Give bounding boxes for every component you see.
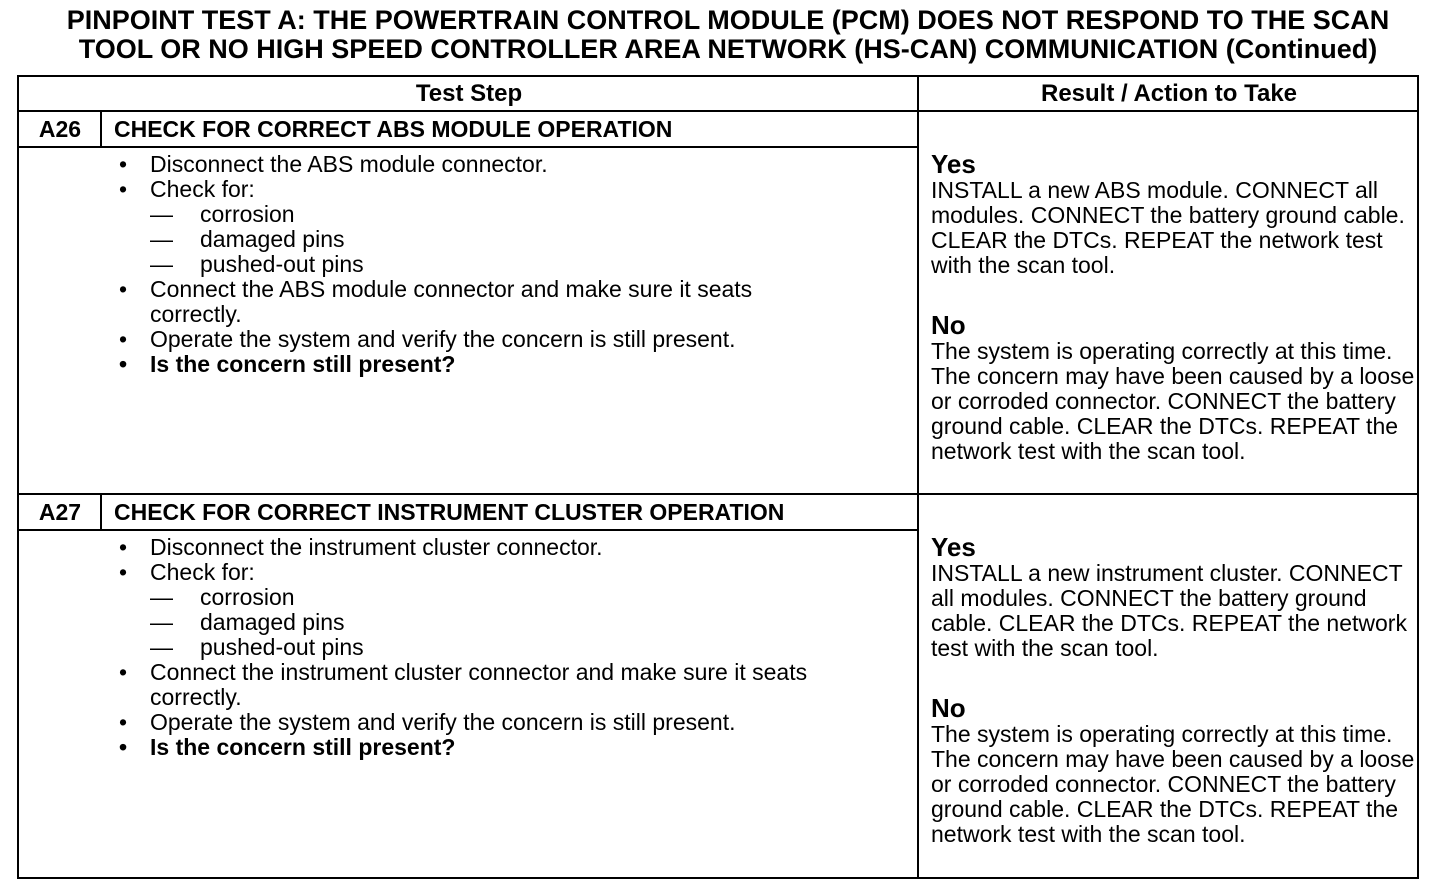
bullet-icon: •	[118, 176, 128, 202]
list-item: • Disconnect the instrument cluster connector.	[113, 535, 913, 560]
step-title: CHECK FOR CORRECT ABS MODULE OPERATION	[114, 116, 673, 142]
column-divider	[917, 77, 919, 877]
bullet-icon: •	[118, 534, 128, 560]
step-instructions	[113, 535, 913, 760]
step-title-divider	[19, 146, 918, 148]
bullet-icon: •	[118, 709, 128, 735]
step-instructions	[113, 152, 913, 377]
title-line-1: PINPOINT TEST A: THE POWERTRAIN CONTROL MODULE (PCM) DOES NOT RESPOND TO THE SCAN	[66, 5, 1390, 35]
yes-action: INSTALL a new instrument cluster. CONNECT all modules. CONNECT the battery ground cable. CLEAR the DTCs. REPEAT the network test with the scan tool.	[931, 560, 1407, 661]
page-title	[0, 6, 1456, 64]
no-label: No	[931, 310, 966, 340]
sub-list-item: — pushed-out pins	[150, 251, 364, 277]
dash-icon: —	[150, 584, 173, 610]
list-item: • Operate the system and verify the concern is still present.	[113, 327, 913, 352]
dash-icon: —	[150, 634, 173, 660]
sub-list-item: — corrosion	[150, 584, 295, 610]
dash-icon: —	[150, 251, 173, 277]
bullet-icon: •	[118, 326, 128, 352]
list-item: • Connect the ABS module connector and make sure it seats	[113, 277, 913, 302]
bullet-icon: •	[118, 351, 128, 377]
question-item: • Is the concern still present?	[113, 352, 913, 377]
pinpoint-test-table	[17, 75, 1419, 879]
yes-label: Yes	[931, 532, 976, 562]
yes-action: INSTALL a new ABS module. CONNECT all modules. CONNECT the battery ground cable. CLEAR the DTCs. REPEAT the network test with the scan tool.	[931, 177, 1405, 278]
dash-icon: —	[150, 609, 173, 635]
list-item-continuation: correctly.	[150, 301, 242, 327]
list-item: • Check for:	[113, 560, 913, 585]
list-item: • Disconnect the ABS module connector.	[113, 152, 913, 177]
no-action: The system is operating correctly at this time. The concern may have been caused by a loose or corroded connector. CONNECT the battery ground cable. CLEAR the DTCs. REPEAT the network test with the scan tool.	[931, 338, 1415, 464]
title-line-2: TOOL OR NO HIGH SPEED CONTROLLER AREA NETWORK (HS-CAN) COMMUNICATION (Continued)	[78, 34, 1378, 64]
list-item: • Connect the instrument cluster connector and make sure it seats	[113, 660, 913, 685]
result-yes	[931, 150, 1417, 278]
bullet-icon: •	[118, 659, 128, 685]
result-yes	[931, 533, 1417, 661]
sub-list-item: — damaged pins	[150, 226, 345, 252]
step-id: A27	[38, 499, 82, 525]
result-no	[931, 694, 1417, 847]
sub-list-item: — pushed-out pins	[150, 634, 364, 660]
list-item: • Operate the system and verify the concern is still present.	[113, 710, 913, 735]
dash-icon: —	[150, 201, 173, 227]
no-label: No	[931, 693, 966, 723]
dash-icon: —	[150, 226, 173, 252]
bullet-icon: •	[118, 151, 128, 177]
bullet-icon: •	[118, 559, 128, 585]
list-item-continuation: correctly.	[150, 684, 242, 710]
header-result-action: Result / Action to Take	[1040, 80, 1298, 107]
sub-list-item: — corrosion	[150, 201, 295, 227]
question-item: • Is the concern still present?	[113, 735, 913, 760]
bullet-icon: •	[118, 276, 128, 302]
list-item: • Check for:	[113, 177, 913, 202]
step-title: CHECK FOR CORRECT INSTRUMENT CLUSTER OPERATION	[114, 499, 785, 525]
header-test-step: Test Step	[415, 80, 523, 107]
no-action: The system is operating correctly at this time. The concern may have been caused by a loose or corroded connector. CONNECT the battery ground cable. CLEAR the DTCs. REPEAT the network test with the scan tool.	[931, 721, 1415, 847]
bullet-icon: •	[118, 734, 128, 760]
result-no	[931, 311, 1417, 464]
yes-label: Yes	[931, 149, 976, 179]
step-id: A26	[38, 116, 82, 142]
sub-list-item: — damaged pins	[150, 609, 345, 635]
step-title-divider	[19, 529, 918, 531]
